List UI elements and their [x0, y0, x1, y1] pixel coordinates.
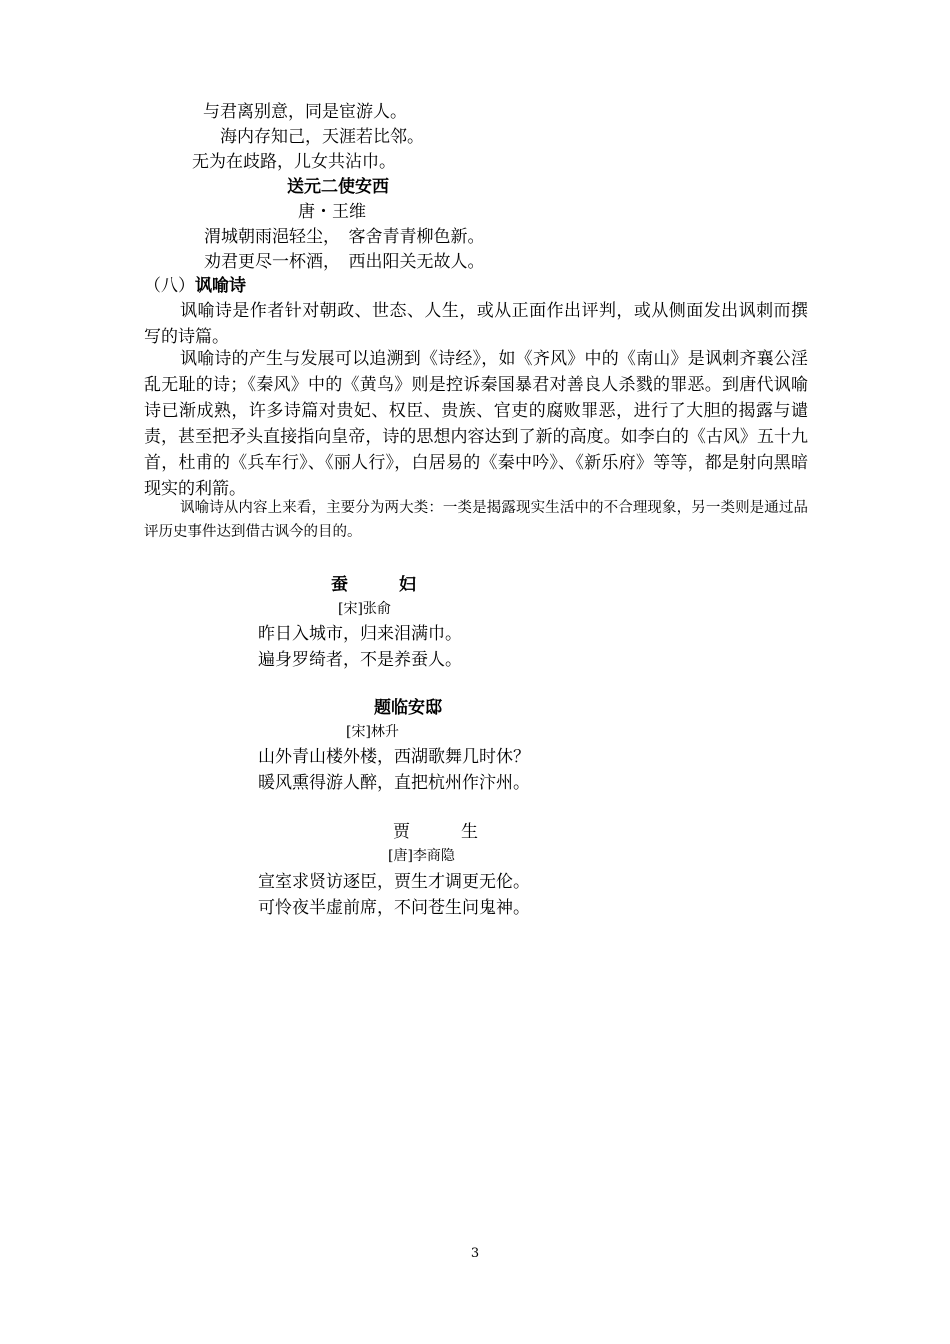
poem-line: 暖风熏得游人醉，直把杭州作汴州。: [258, 773, 530, 793]
body-paragraph-small: 讽喻诗从内容上来看，主要分为两大类：一类是揭露现实生活中的不合理现象，另一类则是通过品评历史事件达到借古讽今的目的。: [144, 500, 808, 540]
poem-line: 无为在歧路，儿女共沾巾。: [192, 152, 396, 172]
poem-line: 海内存知己，天涯若比邻。: [220, 127, 424, 147]
poem-author: [宋]张俞: [338, 601, 391, 617]
poem-author: [唐]李商隐: [388, 848, 455, 864]
body-paragraph: 讽喻诗的产生与发展可以追溯到《诗经》，如《齐风》中的《南山》是讽刺齐襄公淫乱无耻的诗；《秦风》中的《黄鸟》则是控诉秦国暴君对善良人杀戮的罪恶。到唐代讽喻诗已渐成熟，许多诗篇对贵妃、权臣、贵族、官吏的腐败罪恶，进行了大胆的揭露与谴责，甚至把矛头直接指向皇帝，诗的思想内容达到了新的高度。如李白的《古风》五十九首，杜甫的《兵车行》、《丽人行》，白居易的《秦中吟》、《新乐府》等等，都是射向黑暗现实的利箭。: [144, 349, 808, 499]
poem-author: 唐・王维: [298, 202, 366, 222]
section-title: 讽喻诗: [195, 276, 246, 296]
poem-line: 山外青山楼外楼，西湖歌舞几时休？: [258, 747, 530, 767]
poem-title: 送元二使安西: [287, 177, 389, 197]
poem-title: 贾 生: [393, 822, 478, 842]
poem-line: 昨日入城市，归来泪满巾。: [258, 624, 462, 644]
poem-line: 宣室求贤访逐臣，贾生才调更无伦。: [258, 872, 530, 892]
poem-line: 劝君更尽一杯酒， 西出阳关无故人。: [204, 252, 485, 272]
poem-author: [宋]林升: [346, 724, 399, 740]
section-heading: [144, 274, 246, 298]
section-number: （八）: [144, 276, 195, 296]
poem-title: 蚕 妇: [331, 575, 416, 595]
poem-line: 渭城朝雨浥轻尘， 客舍青青柳色新。: [204, 227, 485, 247]
poem-line: 可怜夜半虚前席，不问苍生问鬼神。: [258, 898, 530, 918]
body-paragraph: 讽喻诗是作者针对朝政、世态、人生，或从正面作出评判，或从侧面发出讽刺而撰写的诗篇。: [144, 301, 808, 347]
poem-line: 遍身罗绮者，不是养蚕人。: [258, 650, 462, 670]
poem-title: 题临安邸: [374, 698, 442, 718]
poem-line: 与君离别意，同是宦游人。: [203, 102, 407, 122]
page-number: 3: [470, 1246, 480, 1261]
